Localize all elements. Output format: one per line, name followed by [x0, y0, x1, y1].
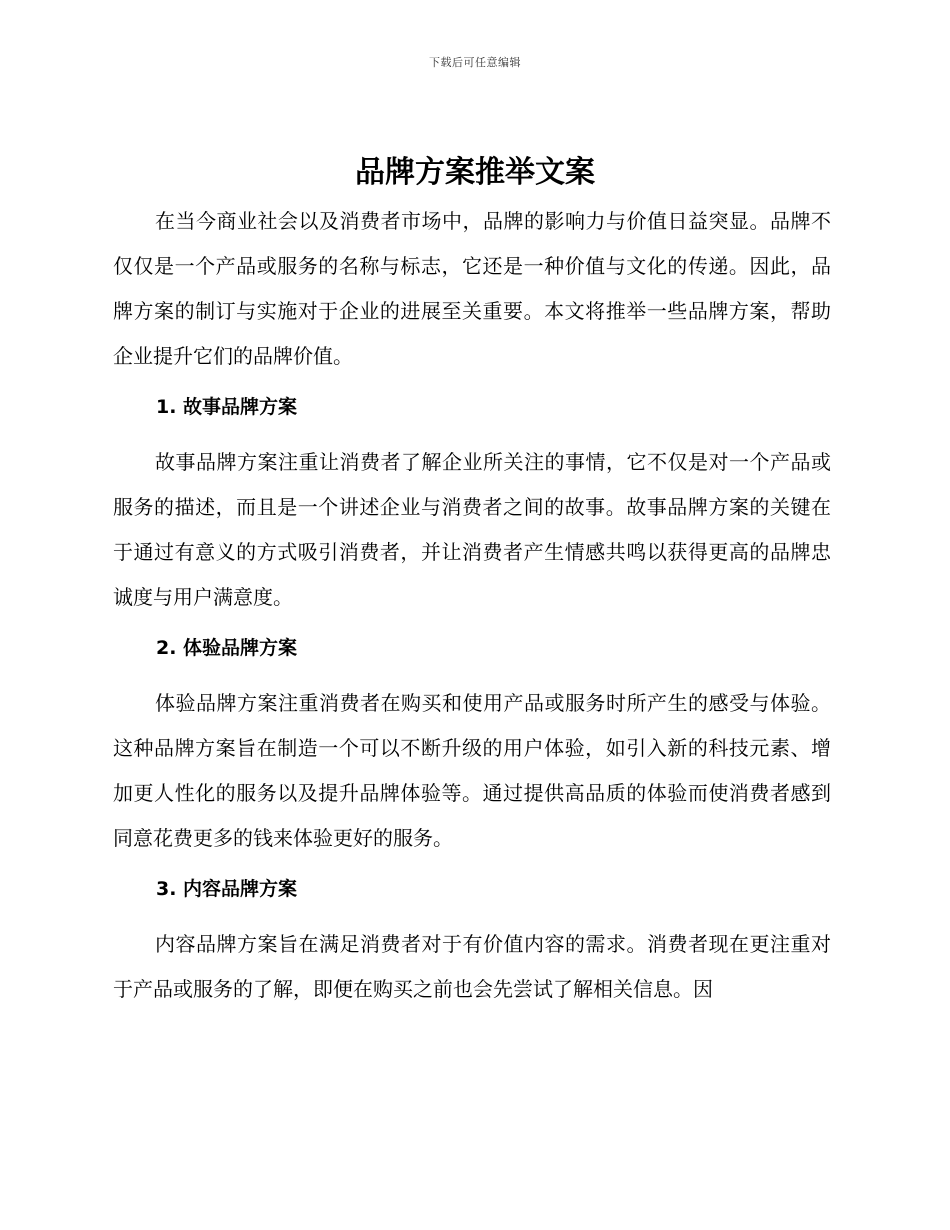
section-heading: 1. 故事品牌方案 — [156, 396, 298, 418]
section-story — [113, 379, 831, 620]
section-content — [113, 861, 831, 1012]
section-paragraph: 故事品牌方案注重让消费者了解企业所关注的事情，它不仅是对一个产品或服务的描述，而且是一个讲述企业与消费者之间的故事。故事品牌方案的关键在于通过有意义的方式吸引消费者，并让消费者产生情感共鸣以获得更高的品牌忠诚度与用户满意度。 — [113, 450, 831, 609]
section-heading: 3. 内容品牌方案 — [156, 878, 298, 900]
section-experience — [113, 620, 831, 861]
section-paragraph: 体验品牌方案注重消费者在购买和使用产品或服务时所产生的感受与体验。这种品牌方案旨在制造一个可以不断升级的用户体验，如引入新的科技元素、增加更人性化的服务以及提升品牌体验等。通过提供高品质的体验而使消费者感到同意花费更多的钱来体验更好的服务。 — [113, 691, 831, 850]
document-title: 品牌方案推举文案 — [355, 155, 595, 190]
section-heading: 2. 体验品牌方案 — [156, 637, 298, 659]
section-paragraph: 内容品牌方案旨在满足消费者对于有价值内容的需求。消费者现在更注重对于产品或服务的了解，即便在购买之前也会先尝试了解相关信息。因 — [113, 932, 831, 1001]
intro-paragraph: 在当今商业社会以及消费者市场中，品牌的影响力与价值日益突显。品牌不仅仅是一个产品或服务的名称与标志，它还是一种价值与文化的传递。因此，品牌方案的制订与实施对于企业的进展至关重要。本文将推举一些品牌方案，帮助企业提升它们的品牌价值。 — [113, 209, 831, 368]
header-note: 下载后可任意编辑 — [429, 56, 521, 69]
document-body — [113, 199, 831, 1012]
